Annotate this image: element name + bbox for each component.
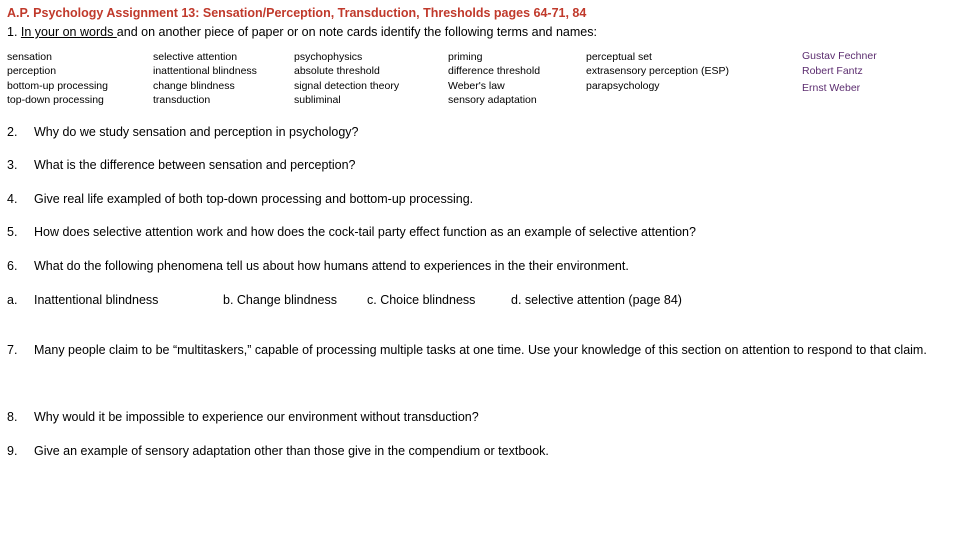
question-text: Why would it be impossible to experience our environment without transduction? (34, 410, 479, 424)
term: subliminal (294, 93, 341, 106)
term: signal detection theory (294, 79, 400, 92)
name-item: Ernst Weber (802, 82, 861, 94)
q1-text: and on another piece of paper or on note cards identify the following terms and names: (116, 25, 597, 39)
question-text: Why do we study sensation and perception in psychology? (34, 125, 359, 139)
question-text: What is the difference between sensation and perception? (34, 158, 356, 172)
question-number: 7. (7, 343, 18, 357)
subitem: Inattentional blindness (34, 293, 159, 307)
names-list (802, 49, 877, 96)
q1-prefix: 1. (7, 25, 21, 39)
term: sensation (7, 51, 52, 63)
term: change blindness (153, 79, 235, 92)
subitem: b. Change blindness (223, 293, 337, 307)
name-item: Robert Fantz (802, 65, 863, 77)
term: absolute threshold (294, 65, 380, 78)
term: perceptual set (586, 51, 652, 63)
subitem: d. selective attention (page 84) (511, 293, 682, 307)
question-number: 3. (7, 158, 18, 172)
question-number: 4. (7, 192, 18, 206)
term-column-3 (294, 50, 399, 107)
question-text: What do the following phenomena tell us about how humans attend to experiences in the their environment. (34, 259, 629, 273)
term-column-2 (153, 50, 257, 107)
term: top-down processing (7, 93, 104, 106)
q1-underlined: In your on words (20, 25, 117, 39)
question-number: 2. (7, 125, 18, 139)
term: sensory adaptation (448, 93, 537, 106)
question-text: Many people claim to be “multitaskers,” capable of processing multiple tasks at one time. Use your knowledge of this section on attention to respond to that claim. (34, 343, 927, 357)
term: difference threshold (448, 65, 541, 78)
question-number: 9. (7, 444, 18, 458)
term-column-1 (7, 50, 108, 107)
subitem: c. Choice blindness (367, 293, 476, 307)
question-number: 6. (7, 259, 18, 273)
question-number: 8. (7, 410, 18, 424)
term: inattentional blindness (153, 65, 257, 78)
term: selective attention (153, 51, 238, 63)
question-1 (7, 25, 597, 39)
assignment-title: A.P. Psychology Assignment 13: Sensation/Perception, Transduction, Thresholds pages 64-71, 84 (7, 6, 587, 20)
term: priming (448, 51, 483, 63)
term: transduction (153, 93, 211, 106)
term: extrasensory perception (ESP) (586, 65, 729, 78)
question-text: Give real life exampled of both top-down processing and bottom-up processing. (34, 192, 474, 206)
question-number: 5. (7, 225, 18, 239)
term: Weber's law (448, 79, 505, 92)
question-text: How does selective attention work and how does the cock-tail party effect function as an example of selective attention? (34, 225, 696, 239)
term-column-5 (586, 50, 729, 93)
term: bottom-up processing (7, 79, 108, 92)
name-item: Gustav Fechner (802, 50, 877, 62)
subitem-letter: a. (7, 293, 18, 307)
term: perception (7, 65, 57, 78)
term: parapsychology (586, 79, 660, 92)
term: psychophysics (294, 51, 363, 63)
term-column-4 (448, 50, 540, 107)
question-text: Give an example of sensory adaptation other than those give in the compendium or textbook. (34, 444, 549, 458)
